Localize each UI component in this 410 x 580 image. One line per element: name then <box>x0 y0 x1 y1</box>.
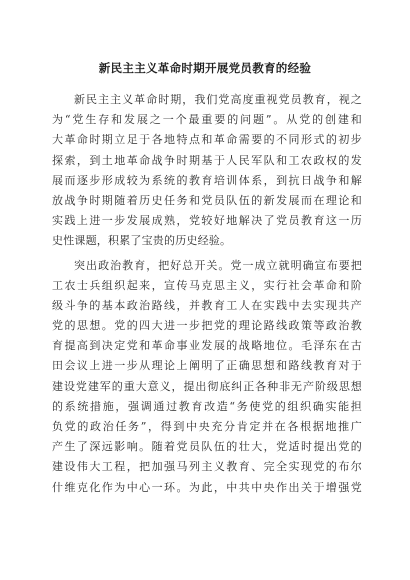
paragraph-1-line: 实践上进一步发展成熟，党较好地解决了党员教育这一历 <box>52 214 362 228</box>
document-body <box>52 90 362 498</box>
paragraph-2-line: 建设伟大工程，把加强马列主义教育、完全实现党的布尔 <box>52 460 362 474</box>
paragraph-2-line: 什维克化作为中心一环。为此，中共中央作出关于增强党 <box>52 480 362 494</box>
paragraph-2-line: 建设党建军的重大意义，提出彻底纠正各种非无产阶级思想 <box>52 379 362 393</box>
paragraph-1-line: 展而逐步形成较为系统的教育培训体系，到抗日战争和解 <box>52 173 362 187</box>
paragraph-1-line: 为“党生存和发展之一个最重要的问题”。从党的创建和 <box>52 113 362 127</box>
paragraph-1-line: 大革命时期立足于各地特点和革命需要的不同形式的初步 <box>52 133 362 147</box>
paragraph-1-line: 新民主主义革命时期，我们党高度重视党员教育，视之 <box>74 93 362 106</box>
paragraph-1-line: 探索，到土地革命战争时期基于人民军队和工农政权的发 <box>52 153 362 167</box>
paragraph-2-line: 党的思想。党的四大进一步把党的理论路线政策等政治教 <box>52 319 362 333</box>
paragraph-2-line: 级斗争的基本政治路线，并教育工人在实践中去实现共产 <box>52 298 362 312</box>
paragraph-1-line: 放战争时期随着历史任务和党员队伍的新发展而在理论和 <box>52 193 362 207</box>
paragraph-2-line: 产生了深远影响。随着党员队伍的壮大，党适时提出党的 <box>52 440 362 454</box>
document-title: 新民主主义革命时期开展党员教育的经验 <box>98 61 312 75</box>
paragraph-2-line: 负党的政治任务”，得到中央充分肯定并在各根据地推广 <box>52 420 362 433</box>
paragraph-2-line: 的系统措施，强调通过教育改造“务使党的组织确实能担 <box>52 399 362 413</box>
paragraph-2-line: 田会议上进一步从理论上阐明了正确思想和路线教育对于 <box>52 359 362 373</box>
paragraph-1-line: 史性课题，积累了宝贵的历史经验。 <box>52 234 232 248</box>
paragraph-2-line: 突出政治教育，把好总开关。党一成立就明确宣布要把 <box>74 258 362 272</box>
paragraph-2-line: 育提高到决定党和革命事业发展的战略地位。毛泽东在古 <box>52 339 362 353</box>
paragraph-2-line: 工农士兵组织起来，宣传马克思主义，实行社会革命和阶 <box>52 278 362 292</box>
